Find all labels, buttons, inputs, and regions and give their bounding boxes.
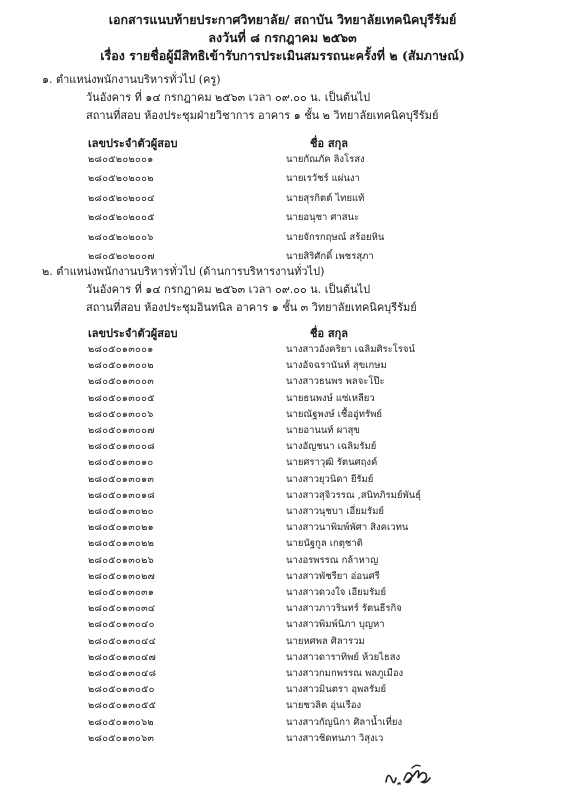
candidate-name: นางสาวนุชบา เอี่ยมรัมย์ <box>286 506 384 517</box>
table-row <box>0 374 565 388</box>
table-row <box>0 342 565 356</box>
table-row <box>0 455 565 469</box>
table-row <box>0 634 565 648</box>
candidate-name: นางสาวดวงใจ เอียมรัมย์ <box>286 587 387 598</box>
table-row <box>0 171 565 185</box>
table-row <box>0 650 565 664</box>
candidate-id: ๒๘๐๕๐๑๓๐๖๓ <box>88 732 155 744</box>
candidate-name: นางสาวอังคริยา เฉลิมศิระโรจน์ <box>286 344 415 355</box>
candidate-name: นายจักรกฤษณ์ สร้อยหิน <box>286 231 385 243</box>
table-row <box>0 731 565 745</box>
table-row <box>0 407 565 421</box>
candidate-name: นางอัจฉรานันท์ สุขเกษม <box>286 360 387 372</box>
candidate-name: นายสิริศักดิ์ เพชรสุภา <box>286 251 374 262</box>
candidate-id: ๒๘๐๕๒๐๒๐๐๑ <box>88 154 154 165</box>
candidate-id: ๒๘๐๕๒๐๒๐๐๖ <box>88 231 154 243</box>
header-date: ลงวันที่ ๘ กรกฎาคม ๒๕๖๓ <box>208 30 357 45</box>
candidate-name: นางสาวยุวนิดา ยีรัมย์ <box>286 473 374 485</box>
candidate-id: ๒๘๐๕๒๐๒๐๐๕ <box>88 212 155 224</box>
candidate-id: ๒๘๐๕๐๑๓๐๒๗ <box>88 570 156 582</box>
section-1-column-name: ชื่อ สกุล <box>310 137 349 150</box>
handwritten-signature <box>382 760 434 790</box>
candidate-name: นางสาวพัชรียา อ่อนศรี <box>286 570 380 582</box>
candidate-name: นายอนุชา ศาสนะ <box>286 212 360 224</box>
candidate-name: นางสาวนาพิมพ์พัศา สิงคเวทน <box>286 522 409 534</box>
header-title: เอกสารแนบท้ายประกาศวิทยาลัย/ สถาบัน วิทยาลัยเทคนิคบุรีรัมย์ <box>108 12 457 27</box>
candidate-id: ๒๘๐๕๐๑๓๐๑๓ <box>88 473 155 485</box>
table-row <box>0 601 565 615</box>
section-1-column-id: เลขประจำตัวผู้สอบ <box>88 137 178 150</box>
candidate-name: นางสาวธนพร พลจะโป๊ะ <box>286 376 385 388</box>
section-2-title: ๒. ตำแหน่งพนักงานบริหารทั่วไป (ด้านการบริหารงานทั่วไป) <box>42 265 325 278</box>
candidate-name: นางสาวกัญนิกา ศิลาน้ำเที่ยง <box>286 716 403 728</box>
candidate-name: นางสาวกมกพรรณ พลภูเมือง <box>286 668 404 679</box>
candidate-id: ๒๘๐๕๐๑๓๐๒๒ <box>88 538 155 550</box>
table-row <box>0 439 565 453</box>
candidate-id: ๒๘๐๕๐๑๓๐๒๖ <box>88 554 154 566</box>
table-row <box>0 536 565 550</box>
candidate-id: ๒๘๐๕๐๑๓๐๔๘ <box>88 668 157 679</box>
table-row <box>0 152 565 166</box>
candidate-id: ๒๘๐๕๐๑๓๐๐๕ <box>88 392 155 404</box>
candidate-name: นางสาวดาราทิพย์ ห้วยไธสง <box>286 651 401 663</box>
table-row <box>0 682 565 696</box>
candidate-name: นางสาวมินตรา อุพลรัมย์ <box>286 684 387 696</box>
candidate-name: นายอานนท์ ผาสุข <box>286 425 360 436</box>
table-row <box>0 585 565 599</box>
table-row <box>0 617 565 631</box>
table-row <box>0 358 565 372</box>
section-2-column-name: ชื่อ สกุล <box>310 327 349 340</box>
table-row <box>0 423 565 437</box>
table-row <box>0 553 565 567</box>
candidate-id: ๒๘๐๕๐๑๓๐๐๓ <box>88 376 154 388</box>
candidate-id: ๒๘๐๕๒๐๒๐๐๒ <box>88 173 154 185</box>
table-row <box>0 666 565 680</box>
candidate-id: ๒๘๐๕๐๑๓๐๕๐ <box>88 684 155 696</box>
candidate-id: ๒๘๐๕๐๑๓๐๐๒ <box>88 360 154 372</box>
section-2-date: วันอังคาร ที่ ๑๔ กรกฎาคม ๒๕๖๓ เวลา ๐๙.๐๐ น. เป็นต้นไป <box>86 283 371 296</box>
candidate-id: ๒๘๐๕๐๑๓๐๐๑ <box>88 344 154 355</box>
candidate-name: นางอัญชนา เฉลิมรัมย์ <box>286 441 377 453</box>
candidate-id: ๒๘๐๕๐๑๓๐๐๖ <box>88 408 154 420</box>
candidate-name: นายหศพล ศิลารวม <box>286 635 365 647</box>
candidate-name: นางสาวชิดทนภา วิสุงเว <box>286 732 384 744</box>
candidate-name: นายเรวัชร์ แผ่นงา <box>286 173 360 185</box>
section-2-place: สถานที่สอบ ห้องประชุมอินทนิล อาคาร ๑ ชั้น ๓ วิทยาลัยเทคนิคบุรีรัมย์ <box>86 301 417 314</box>
candidate-id: ๒๘๐๕๐๑๓๐๐๘ <box>88 441 155 453</box>
candidate-id: ๒๘๐๕๐๑๓๐๔๐ <box>88 619 155 631</box>
candidate-name: นายธนพงษ์ แซ่เหลียว <box>286 392 375 404</box>
header-subject: เรื่อง รายชื่อผู้มีสิทธิเข้ารับการประเมินสมรรถนะครั้งที่ ๒ (สัมภาษณ์) <box>100 48 465 63</box>
candidate-id: ๒๘๐๕๐๑๓๐๕๕ <box>88 700 157 712</box>
candidate-id: ๒๘๐๕๒๐๒๐๐๔ <box>88 192 155 204</box>
candidate-id: ๒๘๐๕๐๑๓๐๒๐ <box>88 506 154 517</box>
candidate-id: ๒๘๐๕๐๑๓๐๓๔ <box>88 603 156 615</box>
candidate-id: ๒๘๐๕๐๑๓๐๑๘ <box>88 489 156 501</box>
candidate-id: ๒๘๐๕๒๐๒๐๐๗ <box>88 251 155 262</box>
candidate-name: นายชวลิต อุ่นเรือง <box>286 700 362 712</box>
table-row <box>0 230 565 244</box>
candidate-name: นายสุรกิตต์ ไทยแท้ <box>286 192 365 204</box>
section-2-column-id: เลขประจำตัวผู้สอบ <box>88 327 178 340</box>
table-row <box>0 715 565 729</box>
candidate-name: นายณัฐพงษ์ เชื้ออู่ทรัพย์ <box>286 408 382 420</box>
candidate-name: นางสาวสุจิวรรณ ,สนิทภิรมย์พันธุ์ <box>286 489 421 501</box>
candidate-name: นางสาวพิมพ์นิภา บุญหา <box>286 619 385 631</box>
candidate-id: ๒๘๐๕๐๑๓๐๑๐ <box>88 457 154 469</box>
candidate-id: ๒๘๐๕๐๑๓๐๓๑ <box>88 587 155 598</box>
candidate-id: ๒๘๐๕๐๑๓๐๐๗ <box>88 425 155 436</box>
candidate-id: ๒๘๐๕๐๑๓๐๒๑ <box>88 522 154 534</box>
candidate-id: ๒๘๐๕๐๑๓๐๔๗ <box>88 651 157 663</box>
table-row <box>0 520 565 534</box>
candidate-name: นายกัณภัค ลิงโรสง <box>286 154 365 165</box>
candidate-name: นายศราวุฒิ รัตนศฤงค์ <box>286 457 378 469</box>
candidate-name: นางสาวภาวรินทร์ รัตนธีรกิจ <box>286 603 402 615</box>
candidate-id: ๒๘๐๕๐๑๓๐๔๔ <box>88 635 157 647</box>
table-row <box>0 391 565 405</box>
table-row <box>0 210 565 224</box>
table-row <box>0 569 565 583</box>
candidate-name: นางอรพรรณ กล้าหาญ <box>286 554 379 566</box>
section-1-title: ๑. ตำแหน่งพนักงานบริหารทั่วไป (ครู) <box>42 73 221 86</box>
section-1-date: วันอังคาร ที่ ๑๔ กรกฎาคม ๒๕๖๓ เวลา ๐๙.๐๐ น. เป็นต้นไป <box>86 91 371 104</box>
table-row <box>0 504 565 518</box>
table-row <box>0 249 565 263</box>
candidate-id: ๒๘๐๕๐๑๓๐๖๒ <box>88 716 154 728</box>
table-row <box>0 698 565 712</box>
table-row <box>0 488 565 502</box>
table-row <box>0 191 565 205</box>
table-row <box>0 472 565 486</box>
section-1-place: สถานที่สอบ ห้องประชุมฝ่ายวิชาการ อาคาร ๑ ชั้น ๒ วิทยาลัยเทคนิคบุรีรัมย์ <box>86 109 439 122</box>
candidate-name: นายนัฐกูล เกตุชาติ <box>286 538 363 550</box>
